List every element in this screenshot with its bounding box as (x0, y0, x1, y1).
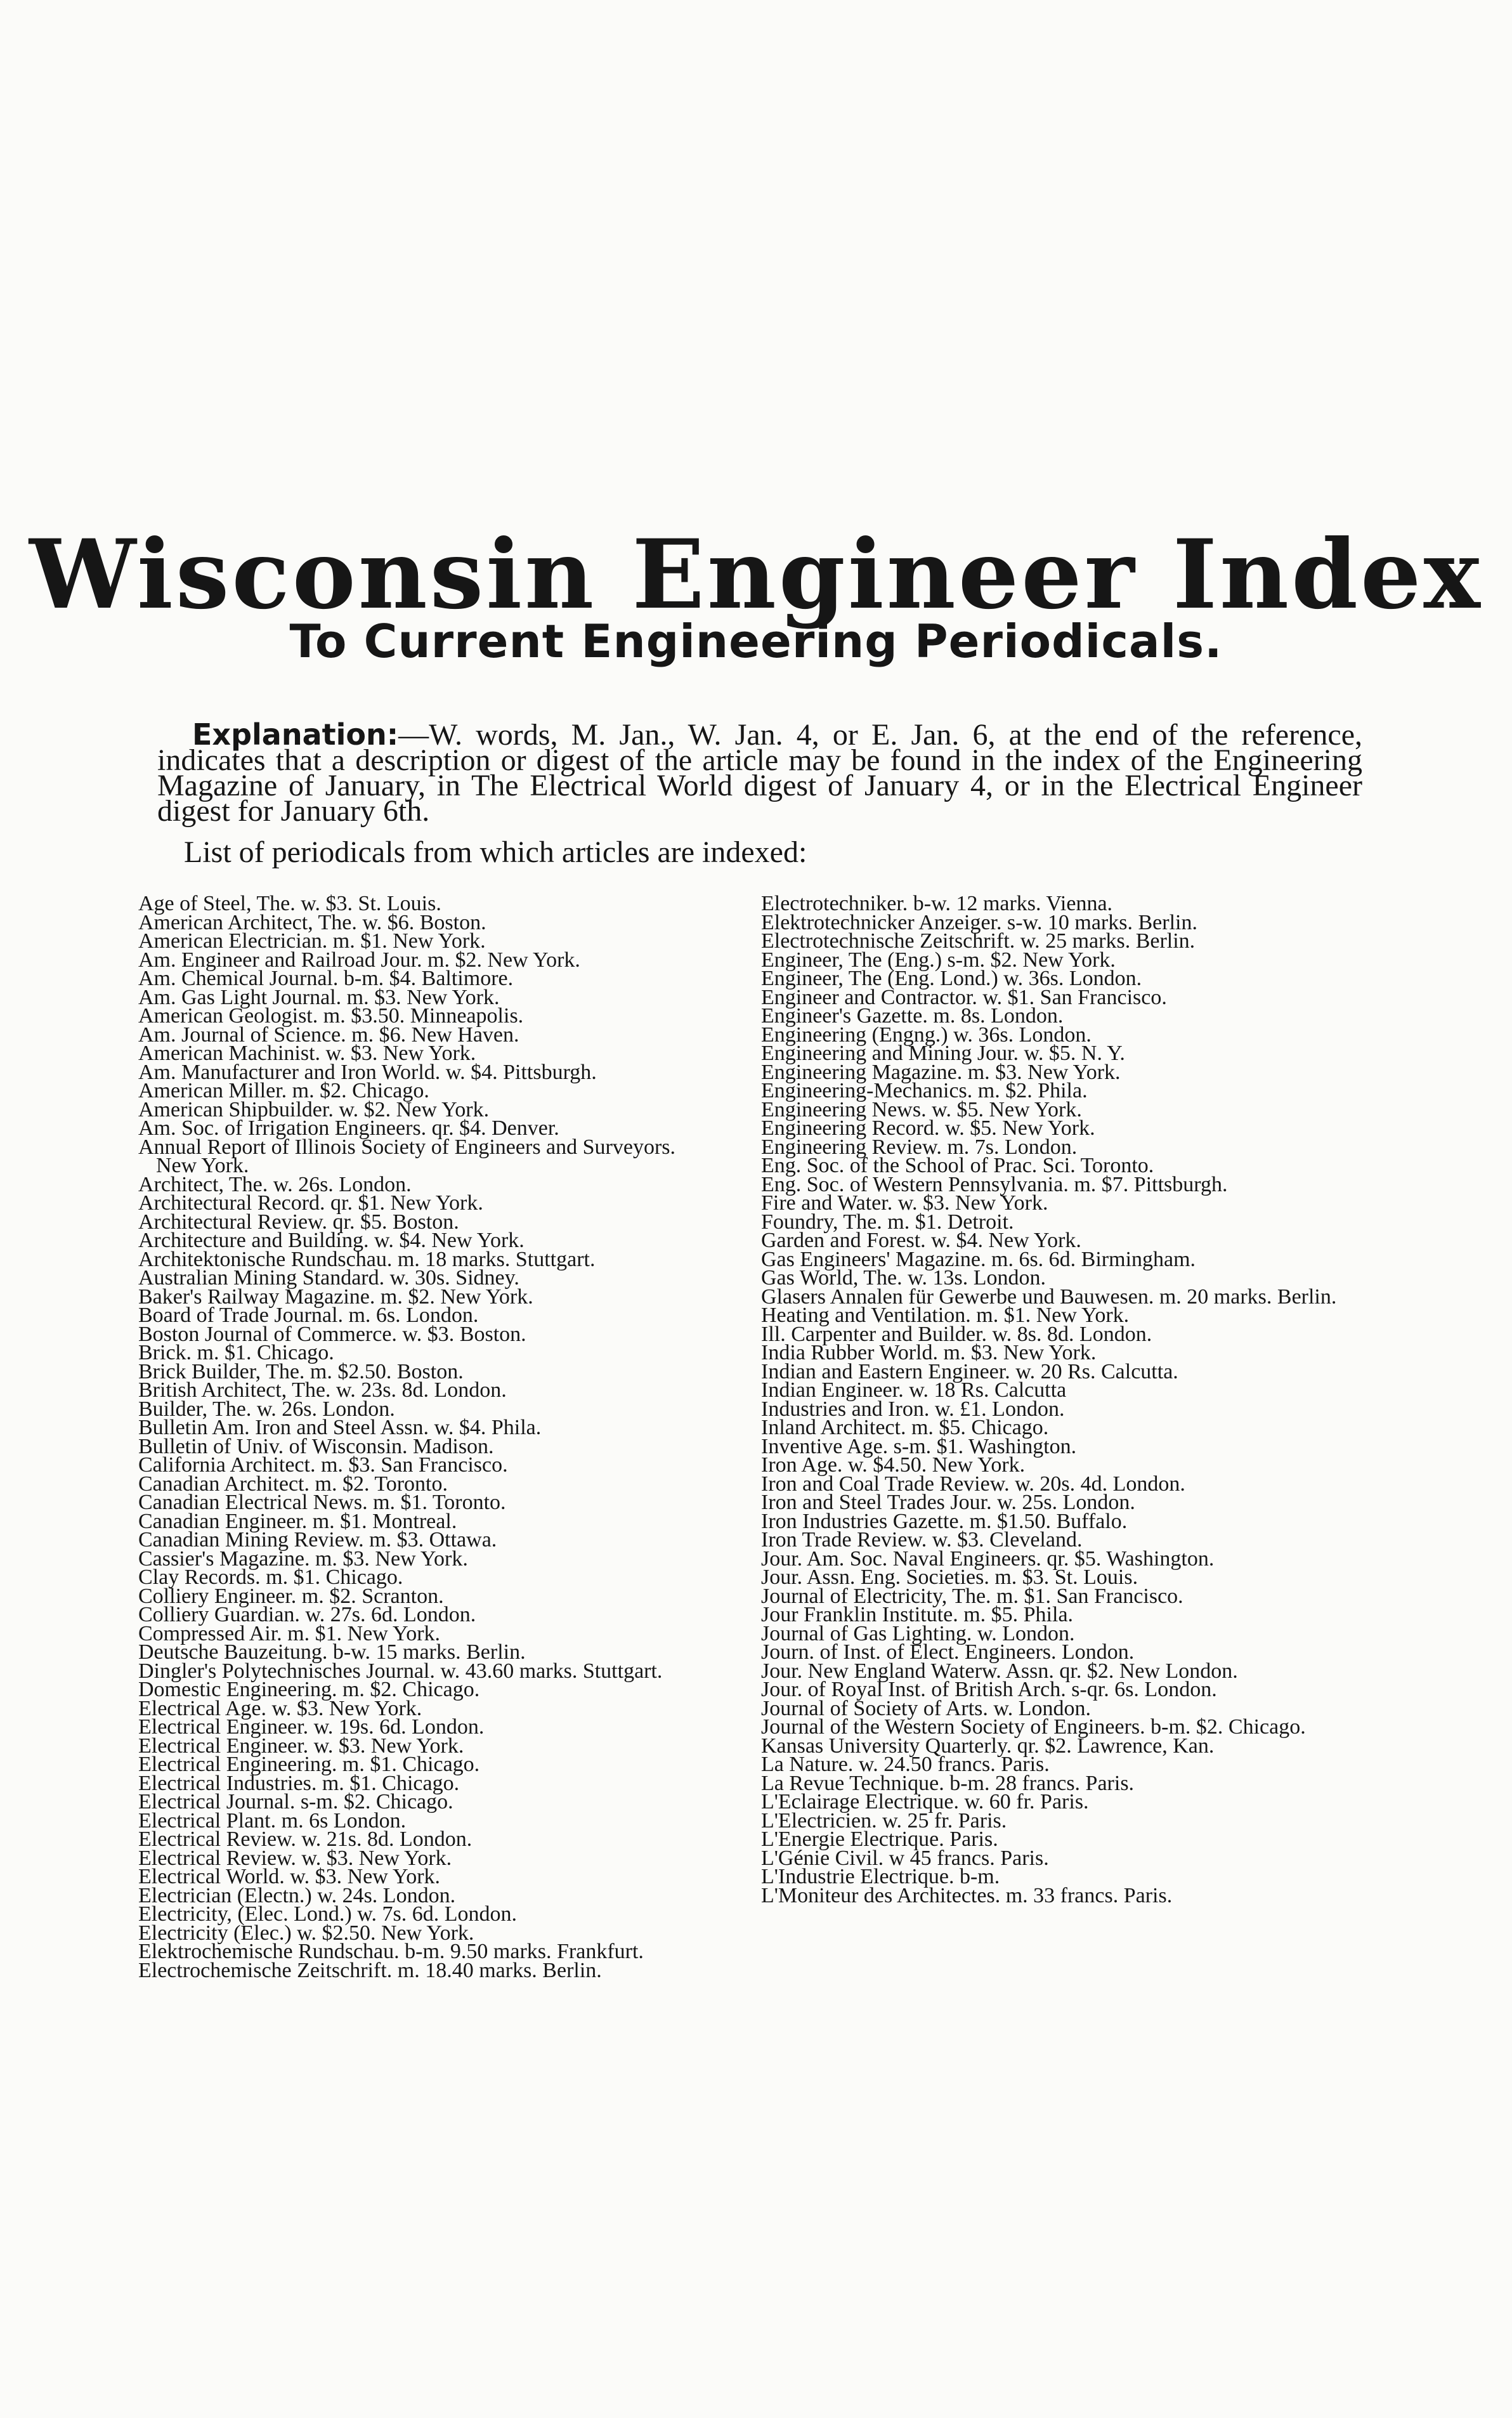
periodical-entry: California Architect. m. $3. San Francisco. (138, 1453, 508, 1477)
periodical-entry: Elektrotechnicker Anzeiger. s-w. 10 marks. Berlin. (761, 910, 1197, 934)
periodical-entry: Am. Gas Light Journal. m. $3. New York. (138, 985, 500, 1009)
periodical-entry: Electrical Review. w. $3. New York. (138, 1846, 452, 1870)
periodical-entry: Engineer, The (Eng. Lond.) w. 36s. London. (761, 967, 1142, 990)
periodical-entry: Age of Steel, The. w. $3. St. Louis. (138, 892, 441, 915)
explanation-paragraph (157, 717, 1362, 828)
periodical-entry: Engineering-Mechanics. m. $2. Phila. (761, 1079, 1088, 1102)
periodical-entry: Gas World, The. w. 13s. London. (761, 1266, 1046, 1290)
periodical-entry: Electrical Age. w. $3. New York. (138, 1696, 422, 1720)
periodical-entry: American Electrician. m. $1. New York. (138, 929, 486, 953)
periodical-entry: American Shipbuilder. w. $2. New York. (138, 1097, 490, 1121)
list-intro: List of periodicals from which articles are indexed: (184, 835, 807, 869)
periodical-entry: Architecture and Building. w. $4. New York. (138, 1229, 525, 1252)
periodical-entry: Electrochemische Zeitschrift. m. 18.40 marks. Berlin. (138, 1958, 602, 1982)
explanation-label: Explanation: (192, 717, 399, 752)
periodical-entry: Electrician (Electn.) w. 24s. London. (138, 1883, 456, 1907)
periodical-entry: Electrotechniker. b-w. 12 marks. Vienna. (761, 892, 1113, 915)
periodical-entry: Iron Trade Review. w. $3. Cleveland. (761, 1528, 1083, 1552)
periodical-entry: Electricity, (Elec. Lond.) w. 7s. 6d. London. (138, 1902, 518, 1926)
periodical-entry: Annual Report of Illinois Society of Engineers and Surveyors. New York. (138, 1135, 676, 1177)
periodical-entry: Cassier's Magazine. m. $3. New York. (138, 1546, 468, 1571)
periodical-entry: American Geologist. m. $3.50. Minneapolis. (138, 1004, 524, 1028)
periodical-entry: Electricity (Elec.) w. $2.50. New York. (138, 1921, 474, 1945)
page-subtitle: To Current Engineering Periodicals. (289, 615, 1223, 668)
periodical-entry: Domestic Engineering. m. $2. Chicago. (138, 1678, 480, 1701)
periodical-entry: Jour Franklin Institute. m. $5. Phila. (761, 1603, 1074, 1626)
periodical-entry: Am. Engineer and Railroad Jour. m. $2. New York. (138, 948, 580, 972)
periodical-entry: Journal of the Western Society of Engineers. b-m. $2. Chicago. (761, 1715, 1306, 1739)
periodical-entry: Am. Soc. of Irrigation Engineers. qr. $4. Denver. (138, 1116, 559, 1140)
periodical-entry: Architectural Record. qr. $1. New York. (138, 1191, 483, 1215)
periodical-entry: Bulletin Am. Iron and Steel Assn. w. $4. Phila. (138, 1416, 542, 1439)
periodical-entry: Engineering News. w. $5. New York. (761, 1097, 1082, 1121)
periodical-entry: Fire and Water. w. $3. New York. (761, 1191, 1048, 1215)
periodical-entry: Engineering Magazine. m. $3. New York. (761, 1060, 1121, 1084)
periodical-entry: Colliery Engineer. m. $2. Scranton. (138, 1584, 444, 1608)
periodical-entry: Iron Industries Gazette. m. $1.50. Buffalo. (761, 1509, 1128, 1533)
periodical-entry: Indian and Eastern Engineer. w. 20 Rs. Calcutta. (761, 1359, 1178, 1383)
periodical-entry: Jour. Assn. Eng. Societies. m. $3. St. Louis. (761, 1565, 1138, 1589)
periodical-entry: Architektonische Rundschau. m. 18 marks. Stuttgart. (138, 1247, 596, 1271)
periodical-entry: Inventive Age. s-m. $1. Washington. (761, 1434, 1077, 1458)
periodical-entry: Eng. Soc. of Western Pennsylvania. m. $7. Pittsburgh. (761, 1172, 1228, 1196)
periodical-entry: Canadian Electrical News. m. $1. Toronto. (138, 1491, 506, 1514)
explanation-text: —W. words, M. Jan., W. Jan. 4, or E. Jan. 6, at the end of the reference, indicates that a description or digest of the article may be found in the index of the Engineering Magazine of January, in The Electrical World digest of January 4, or in the Electrical Engineer digest for January 6th. (157, 718, 1362, 828)
periodical-entry: Architect, The. w. 26s. London. (138, 1172, 412, 1196)
periodical-entry: L'Moniteur des Architectes. m. 33 francs. Paris. (761, 1883, 1173, 1907)
periodical-entry: Architectural Review. qr. $5. Boston. (138, 1210, 459, 1234)
periodical-entry: Brick. m. $1. Chicago. (138, 1341, 334, 1364)
periodical-entry: Electrotechnische Zeitschrift. w. 25 marks. Berlin. (761, 929, 1196, 953)
periodical-entry: American Machinist. w. $3. New York. (138, 1042, 476, 1065)
periodical-entry: L'Eclairage Electrique. w. 60 fr. Paris. (761, 1790, 1089, 1813)
periodical-entry: Australian Mining Standard. w. 30s. Sidney. (138, 1266, 519, 1290)
periodical-entry: American Architect, The. w. $6. Boston. (138, 910, 486, 934)
periodical-entry: Engineering Review. m. 7s. London. (761, 1135, 1078, 1159)
periodical-entry: Indian Engineer. w. 18 Rs. Calcutta (761, 1378, 1067, 1402)
periodical-entry: Am. Chemical Journal. b-m. $4. Baltimore. (138, 967, 514, 990)
periodical-entry: Engineering (Engng.) w. 36s. London. (761, 1023, 1092, 1047)
periodical-entry: Electrical Journal. s-m. $2. Chicago. (138, 1790, 453, 1813)
periodical-entry: Electrical Engineering. m. $1. Chicago. (138, 1753, 480, 1776)
periodical-entry: Eng. Soc. of the School of Prac. Sci. Toronto. (761, 1154, 1154, 1177)
periodical-entry: Iron Age. w. $4.50. New York. (761, 1453, 1026, 1477)
periodical-entry: Electrical Engineer. w. $3. New York. (138, 1734, 464, 1758)
periodical-entry: Journal of Society of Arts. w. London. (761, 1696, 1092, 1720)
page-title: Wisconsin Engineer Index (29, 518, 1483, 631)
periodical-entry: Bulletin of Univ. of Wisconsin. Madison. (138, 1434, 494, 1458)
periodical-entry: American Miller. m. $2. Chicago. (138, 1079, 429, 1102)
periodical-entry: Inland Architect. m. $5. Chicago. (761, 1416, 1049, 1439)
periodical-entry: Am. Manufacturer and Iron World. w. $4. Pittsburgh. (138, 1060, 597, 1084)
periodical-entry: Electrical Plant. m. 6s London. (138, 1808, 407, 1833)
periodical-entry: L'Electricien. w. 25 fr. Paris. (761, 1808, 1007, 1833)
periodical-entry: La Nature. w. 24.50 francs. Paris. (761, 1753, 1050, 1776)
periodical-entry: India Rubber World. m. $3. New York. (761, 1341, 1097, 1364)
periodical-entry: Kansas University Quarterly. qr. $2. Lawrence, Kan. (761, 1734, 1215, 1758)
periodical-entry: Canadian Engineer. m. $1. Montreal. (138, 1509, 457, 1533)
periodical-entry: Journal of Gas Lighting. w. London. (761, 1621, 1075, 1645)
periodical-entry: Electrical World. w. $3. New York. (138, 1865, 441, 1888)
periodical-entry: Foundry, The. m. $1. Detroit. (761, 1210, 1014, 1234)
periodical-entry: Brick Builder, The. m. $2.50. Boston. (138, 1359, 464, 1383)
periodical-entry: Industries and Iron. w. £1. London. (761, 1397, 1065, 1421)
periodical-entry: Dingler's Polytechnisches Journal. w. 43.60 marks. Stuttgart. (138, 1659, 663, 1683)
periodical-entry: Baker's Railway Magazine. m. $2. New York. (138, 1284, 533, 1309)
periodical-entry: Builder, The. w. 26s. London. (138, 1397, 395, 1421)
periodical-entry: Deutsche Bauzeitung. b-w. 15 marks. Berlin. (138, 1640, 526, 1664)
periodical-entry: Ill. Carpenter and Builder. w. 8s. 8d. London. (761, 1322, 1152, 1346)
periodical-entry: Electrical Industries. m. $1. Chicago. (138, 1771, 460, 1795)
periodical-entry: Clay Records. m. $1. Chicago. (138, 1565, 403, 1589)
periodical-entry: Journ. of Inst. of Elect. Engineers. London. (761, 1640, 1135, 1664)
periodical-entry: Jour. New England Waterw. Assn. qr. $2. New London. (761, 1659, 1238, 1683)
periodical-entry: Boston Journal of Commerce. w. $3. Boston. (138, 1322, 526, 1346)
periodical-entry: Engineer's Gazette. m. 8s. London. (761, 1004, 1064, 1028)
periodicals-left-column (138, 894, 715, 1980)
periodical-entry: Engineering Record. w. $5. New York. (761, 1116, 1095, 1140)
periodical-entry: Heating and Ventilation. m. $1. New York. (761, 1304, 1130, 1327)
periodical-entry: L'Energie Electrique. Paris. (761, 1827, 998, 1851)
periodical-entry: Engineer and Contractor. w. $1. San Francisco. (761, 985, 1167, 1009)
periodical-entry: Elektrochemische Rundschau. b-m. 9.50 marks. Frankfurt. (138, 1940, 644, 1963)
periodical-entry: Colliery Guardian. w. 27s. 6d. London. (138, 1603, 476, 1626)
periodical-entry: Gas Engineers' Magazine. m. 6s. 6d. Birmingham. (761, 1247, 1196, 1271)
periodical-entry: L'Génie Civil. w 45 francs. Paris. (761, 1846, 1049, 1870)
periodical-entry: Journal of Electricity, The. m. $1. San Francisco. (761, 1584, 1183, 1608)
periodical-entry: Jour. Am. Soc. Naval Engineers. qr. $5. Washington. (761, 1546, 1215, 1571)
periodical-entry: Electrical Review. w. 21s. 8d. London. (138, 1827, 472, 1851)
periodical-entry: Iron and Coal Trade Review. w. 20s. 4d. London. (761, 1472, 1185, 1496)
periodical-entry: Canadian Mining Review. m. $3. Ottawa. (138, 1528, 497, 1552)
periodical-entry: La Revue Technique. b-m. 28 francs. Paris. (761, 1771, 1135, 1795)
periodical-entry: Engineer, The (Eng.) s-m. $2. New York. (761, 948, 1116, 972)
periodical-entry: Canadian Architect. m. $2. Toronto. (138, 1472, 448, 1496)
periodical-entry: Am. Journal of Science. m. $6. New Haven. (138, 1023, 519, 1047)
periodical-entry: Electrical Engineer. w. 19s. 6d. London. (138, 1715, 485, 1739)
periodical-entry: British Architect, The. w. 23s. 8d. London. (138, 1378, 507, 1402)
periodical-entry: L'Industrie Electrique. b-m. (761, 1865, 1000, 1888)
periodical-entry: Garden and Forest. w. $4. New York. (761, 1229, 1081, 1252)
periodical-entry: Glasers Annalen für Gewerbe und Bauwesen. m. 20 marks. Berlin. (761, 1284, 1337, 1309)
periodical-entry: Board of Trade Journal. m. 6s. London. (138, 1304, 479, 1327)
periodical-entry: Iron and Steel Trades Jour. w. 25s. London. (761, 1491, 1135, 1514)
periodicals-right-column (761, 894, 1357, 1905)
periodical-entry: Compressed Air. m. $1. New York. (138, 1621, 441, 1645)
periodical-entry: Engineering and Mining Jour. w. $5. N. Y. (761, 1042, 1125, 1065)
periodical-entry: Jour. of Royal Inst. of British Arch. s-qr. 6s. London. (761, 1678, 1217, 1701)
